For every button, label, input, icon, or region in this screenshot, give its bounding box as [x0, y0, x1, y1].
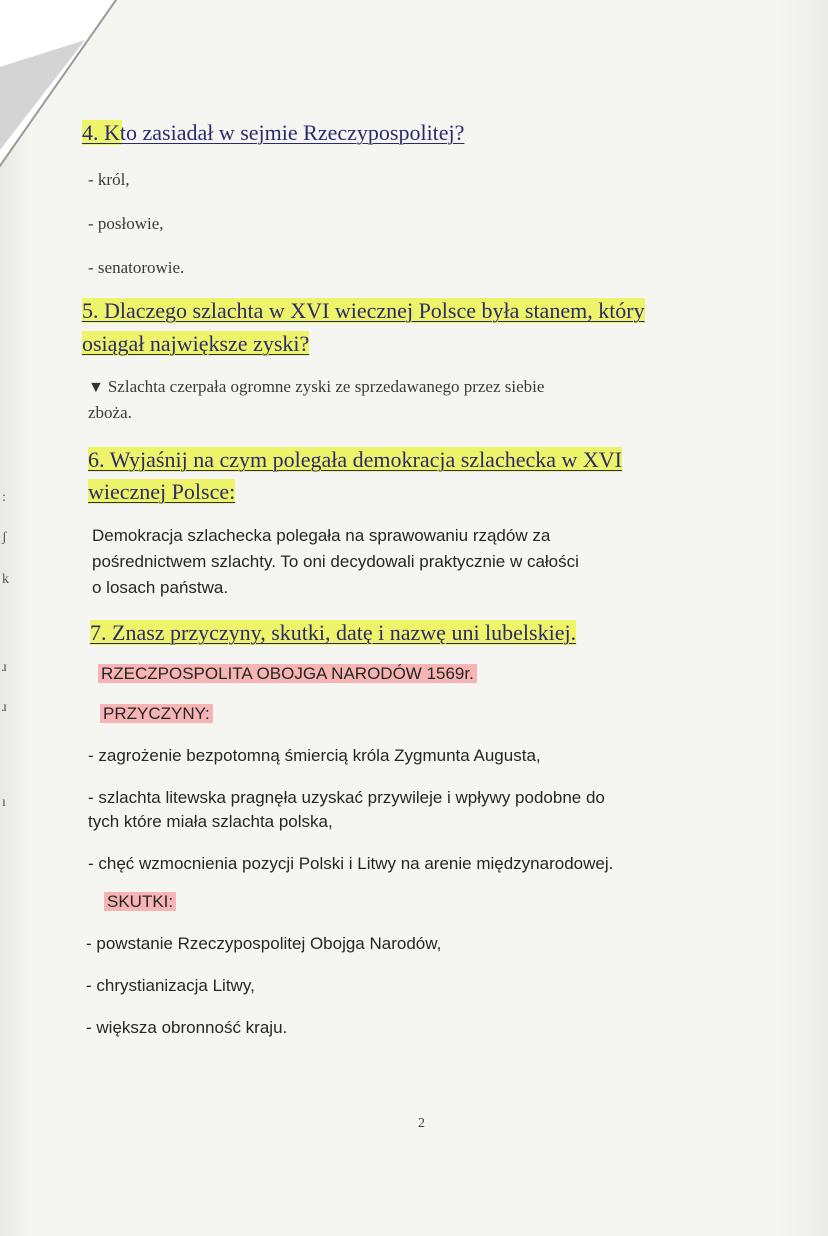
page-number: 2	[418, 1116, 425, 1131]
cause-item: - szlachta litewska pragnęła uzyskać przywileje i wpływy podobne do	[88, 788, 605, 807]
cause-item: - zagrożenie bezpotomną śmiercią króla Zygmunta Augusta,	[88, 746, 541, 765]
margin-mark: ɹ	[2, 660, 7, 675]
question-6-answer-line: Demokracja szlachecka polegała na sprawowaniu rządów za	[92, 526, 551, 545]
cause-item: tych które miała szlachta polska,	[88, 812, 333, 831]
question-5-answer-line1: ▼ Szlachta czerpała ogromne zyski ze sprzedawanego przez siebie	[88, 377, 545, 396]
effect-item: - chrystianizacja Litwy,	[86, 976, 255, 995]
margin-mark: k	[2, 572, 9, 587]
margin-mark: ɹ	[2, 700, 7, 715]
margin-mark: ı	[2, 795, 6, 810]
effect-item: - większa obronność kraju.	[86, 1018, 288, 1037]
page-corner-fold	[0, 0, 140, 190]
question-6-title-line2: wiecznej Polsce:	[88, 479, 236, 504]
list-item: - senatorowie.	[88, 258, 185, 277]
question-6-title-line1: 6. Wyjaśnij na czym polegała demokracja szlachecka w XVI	[88, 447, 622, 472]
cause-item: - chęć wzmocnienia pozycji Polski i Litwy na arenie międzynarodowej.	[88, 854, 614, 873]
union-name-date: RZECZPOSPOLITA OBOJGA NARODÓW 1569r.	[98, 662, 477, 686]
question-4-title: 4. Kto zasiadał w sejmie Rzeczypospolitej?	[82, 120, 465, 145]
effect-item: - powstanie Rzeczypospolitej Obojga Narodów,	[86, 934, 442, 953]
margin-mark: :	[2, 490, 6, 505]
question-5-title-line1: 5. Dlaczego szlachta w XVI wiecznej Polsce była stanem, który	[82, 298, 645, 323]
list-item: - król,	[88, 170, 130, 189]
list-item: - posłowie,	[88, 214, 164, 233]
question-5-answer-line2: zboża.	[88, 403, 132, 422]
margin-mark: ʃ	[2, 530, 7, 545]
question-6-answer-line: o losach państwa.	[92, 578, 229, 597]
question-6-answer-line: pośrednictwem szlachty. To oni decydowali praktycznie w całości	[92, 552, 579, 571]
question-5-title-line2: osiągał największe zyski?	[82, 331, 310, 356]
causes-label: PRZYCZYNY:	[100, 702, 213, 726]
triangle-down-icon: ▼	[88, 379, 104, 396]
question-7-title: 7. Znasz przyczyny, skutki, datę i nazwę uni lubelskiej.	[90, 620, 577, 645]
effects-label: SKUTKI:	[104, 890, 176, 914]
